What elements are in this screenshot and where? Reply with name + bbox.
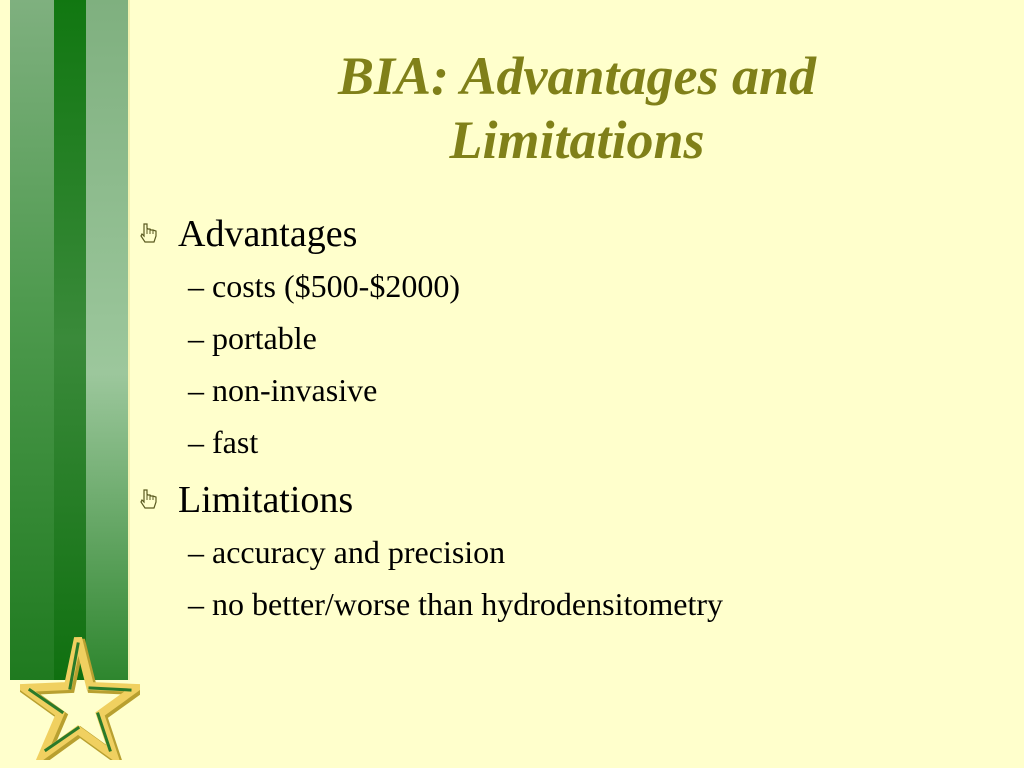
list-item — [140, 260, 1010, 312]
slide-title-line-2: Limitations — [449, 110, 705, 170]
advantages-list — [140, 260, 1010, 468]
list-item-text: non-invasive — [212, 371, 378, 408]
left-bar-dark — [54, 0, 86, 680]
list-item — [140, 578, 1010, 630]
limitations-list — [140, 526, 1010, 630]
dash-marker: – — [188, 533, 204, 570]
bullet-limitations-label: Limitations — [178, 479, 354, 521]
list-item-text: accuracy and precision — [212, 533, 506, 570]
list-item — [140, 312, 1010, 364]
dash-marker: – — [188, 423, 204, 460]
dash-marker: – — [188, 267, 204, 304]
pointing-hand-icon — [140, 222, 160, 246]
slide-title — [130, 44, 1024, 172]
list-item-text: no better/worse than hydrodensitometry — [212, 585, 723, 622]
bullet-advantages-label: Advantages — [178, 213, 358, 255]
star-outline-icon — [20, 630, 140, 760]
dash-marker: – — [188, 371, 204, 408]
dash-marker: – — [188, 319, 204, 356]
pointing-hand-icon — [140, 488, 160, 512]
list-item-text: portable — [212, 319, 317, 356]
list-item — [140, 364, 1010, 416]
list-item — [140, 416, 1010, 468]
slide-title-line-1: BIA: Advantages and — [337, 46, 817, 106]
left-bar-light — [10, 0, 54, 680]
bullet-advantages — [140, 208, 1010, 260]
slide-body — [140, 208, 1010, 630]
list-item — [140, 526, 1010, 578]
list-item-text: fast — [212, 423, 259, 460]
bullet-limitations — [140, 474, 1010, 526]
left-bar-light-2 — [86, 0, 128, 680]
list-item-text: costs ($500-$2000) — [212, 267, 460, 304]
dash-marker: – — [188, 585, 204, 622]
